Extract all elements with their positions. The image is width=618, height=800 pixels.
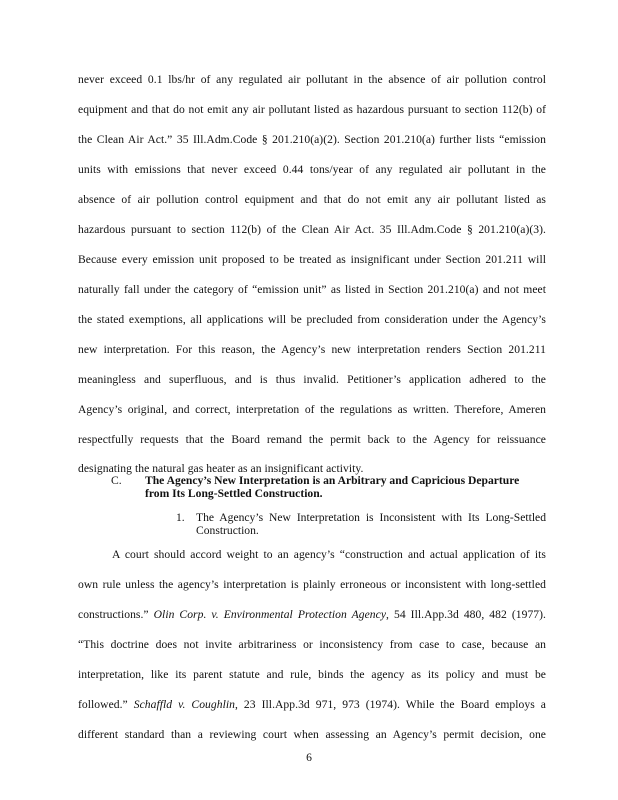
subsection-heading-line: The Agency’s New Interpretation is Inconsistent with Its Long-Settled [196,511,546,524]
citation-reporter: , 54 Ill.App.3d 480, 482 (1977). [386,608,546,621]
body-text-line: meaningless and superfluous, and is thus invalid. Petitioner’s application adhered to the [78,373,546,386]
subsection-heading-label: 1. [176,511,185,524]
body-text-line: the Clean Air Act.” 35 Ill.Adm.Code § 201.210(a)(2). Section 201.210(a) further lists “emission [78,133,546,146]
body-text-line: A court should accord weight to an agency’s “construction and actual application of its [112,548,546,561]
body-text-line: interpretation, like its parent statute and rule, binds the agency as its policy and must be [78,668,546,681]
body-text-line [78,608,546,622]
body-text-line: absence of air pollution control equipment and that do not emit any air pollutant listed as [78,193,546,206]
section-heading-label: C. [111,474,122,487]
citation-lead-text: constructions.” [78,608,154,621]
body-text-line: Agency’s original, and correct, interpretation of the regulations as written. Therefore, Ameren [78,403,546,416]
subsection-heading-line: Construction. [196,524,259,537]
body-text-line: new interpretation. For this reason, the Agency’s new interpretation renders Section 201.211 [78,343,546,356]
section-heading-line: from Its Long-Settled Construction. [145,487,323,500]
body-text-line: the stated exemptions, all applications will be precluded from consideration under the Agency’s [78,313,546,326]
body-text-line: Because every emission unit proposed to be treated as insignificant under Section 201.211 will [78,253,546,266]
citation-reporter: , 23 Ill.App.3d 971, 973 (1974). While the Board employs a [234,698,546,711]
body-text-line: hazardous pursuant to section 112(b) of the Clean Air Act. 35 Ill.Adm.Code § 201.210(a)(3). [78,223,546,236]
body-text-line: respectfully requests that the Board remand the permit back to the Agency for reissuance [78,433,546,446]
case-citation: Olin Corp. v. Environmental Protection Agency [153,608,387,621]
body-text-line: different standard than a reviewing court when assessing an Agency’s permit decision, one [78,728,546,741]
case-citation: Schaffld v. Coughlin [133,698,235,711]
section-heading-line: The Agency’s New Interpretation is an Arbitrary and Capricious Departure [145,474,520,487]
body-text-line: “This doctrine does not invite arbitrariness or inconsistency from case to case, because an [78,638,546,651]
body-text-line: never exceed 0.1 lbs/hr of any regulated air pollutant in the absence of air pollution control [78,73,546,86]
body-text-line: naturally fall under the category of “emission unit” as listed in Section 201.210(a) and not meet [78,283,546,296]
body-text-line: designating the natural gas heater as an insignificant activity. [78,462,364,475]
page-number: 6 [306,751,312,764]
body-text-line: units with emissions that never exceed 0.44 tons/year of any regulated air pollutant in the [78,163,546,176]
body-text-line: own rule unless the agency’s interpretation is plainly erroneous or inconsistent with long-settled [78,578,546,591]
body-text-line: equipment and that do not emit any air pollutant listed as hazardous pursuant to section 112(b) of [78,103,546,116]
body-text-line [78,698,546,712]
citation-lead-text: followed.” [78,698,134,711]
